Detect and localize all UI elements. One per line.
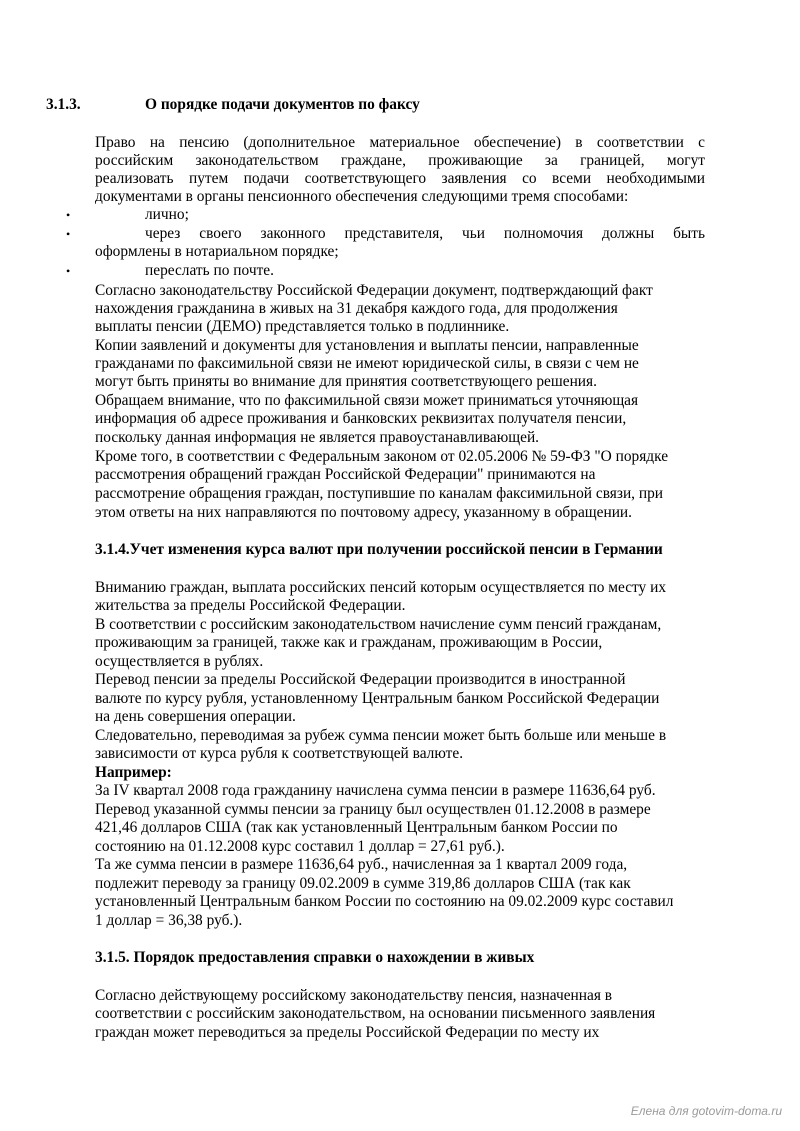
paragraph-line: граждан может переводиться за пределы Российской Федерации по месту их <box>95 1024 600 1041</box>
paragraph-line: Следовательно, переводимая за рубеж сумма пенсии может быть больше или меньше в <box>95 727 667 744</box>
paragraph-line: гражданами по факсимильной связи не имеют юридической силы, в связи с чем не <box>95 355 639 372</box>
bullet-icon: • <box>66 208 71 222</box>
paragraph-line: рассмотрения обращений граждан Российской Федерации" принимаются на <box>95 466 596 483</box>
paragraph-line: валюте по курсу рубля, установленному Центральным банком Российской Федерации <box>95 690 660 707</box>
paragraph-line: Согласно действующему российскому законодательству пенсия, назначенная в <box>95 987 613 1004</box>
paragraph-line: осуществляется в рублях. <box>95 653 264 670</box>
watermark: Елена для gotovim-doma.ru <box>630 1104 782 1118</box>
paragraph-line: Право на пенсию (дополнительное материальное обеспечение) в соответствии с <box>95 134 705 151</box>
paragraph-line: установленный Центральным банком России по состоянию на 09.02.2009 курс составил <box>95 893 674 910</box>
list-item: переслать по почте. <box>145 262 274 279</box>
list-item: через своего законного представителя, чьи полномочия должны быть <box>145 225 705 242</box>
list-item-continuation: оформлены в нотариальном порядке; <box>95 243 339 260</box>
paragraph-line: Та же сумма пенсии в размере 11636,64 руб., начисленная за 1 квартал 2009 года, <box>95 856 628 873</box>
bullet-icon: • <box>66 264 71 278</box>
list-item: лично; <box>145 206 189 223</box>
bullet-icon: • <box>66 227 71 241</box>
section-heading: 3.1.4.Учет изменения курса валют при получении российской пенсии в Германии <box>95 541 663 558</box>
section-heading: 3.1.5. Порядок предоставления справки о нахождении в живых <box>95 949 535 966</box>
paragraph-line: информация об адресе проживания и банковских реквизитах получателя пенсии, <box>95 410 627 427</box>
section-number: 3.1.3. <box>46 96 81 113</box>
paragraph-line: жительства за пределы Российской Федерации. <box>95 597 406 614</box>
paragraph-line: Обращаем внимание, что по факсимильной связи может приниматься уточняющая <box>95 392 639 409</box>
paragraph-line: состоянию на 01.12.2008 курс составил 1 доллар = 27,61 руб.). <box>95 838 505 855</box>
paragraph-line: выплаты пенсии (ДЕМО) представляется только в подлиннике. <box>95 318 510 335</box>
paragraph-line: документами в органы пенсионного обеспечения следующими тремя способами: <box>95 188 629 205</box>
paragraph-line: нахождения гражданина в живых на 31 декабря каждого года, для продолжения <box>95 300 618 317</box>
paragraph-line: на день совершения операции. <box>95 708 296 725</box>
paragraph-line: Перевод пенсии за пределы Российской Федерации производится в иностранной <box>95 671 626 688</box>
paragraph-line: Кроме того, в соответствии с Федеральным законом от 02.05.2006 № 59-ФЗ "О порядке <box>95 448 669 465</box>
paragraph-line: проживающим за границей, также как и гражданам, проживающим в России, <box>95 634 603 651</box>
paragraph-line: рассмотрение обращения граждан, поступившие по каналам факсимильной связи, при <box>95 485 664 502</box>
paragraph-line: В соответствии с российским законодательством начисление сумм пенсий гражданам, <box>95 616 662 633</box>
paragraph-line: Перевод указанной суммы пенсии за границу был осуществлен 01.12.2008 в размере <box>95 801 651 818</box>
paragraph-line: соответствии с российским законодательством, на основании письменного заявления <box>95 1005 656 1022</box>
paragraph-line: могут быть приняты во внимание для принятия соответствующего решения. <box>95 373 597 390</box>
section-title: О порядке подачи документов по факсу <box>145 96 420 113</box>
paragraph-line: Согласно законодательству Российской Федерации документ, подтверждающий факт <box>95 282 653 299</box>
paragraph-line: поскольку данная информация не является правоустанавливающей. <box>95 429 540 446</box>
example-label: Например: <box>95 764 172 781</box>
paragraph-line: реализовать путем подачи соответствующего заявления со всеми необходимыми <box>95 170 705 187</box>
paragraph-line: Вниманию граждан, выплата российских пенсий которым осуществляется по месту их <box>95 579 667 596</box>
paragraph-line: зависимости от курса рубля к соответствующей валюте. <box>95 745 464 762</box>
paragraph-line: Копии заявлений и документы для установления и выплаты пенсии, направленные <box>95 337 639 354</box>
paragraph-line: российским законодательством граждане, проживающие за границей, могут <box>95 152 705 169</box>
paragraph-line: этом ответы на них направляются по почтовому адресу, указанному в обращении. <box>95 504 633 521</box>
paragraph-line: 1 доллар = 36,38 руб.). <box>95 912 243 929</box>
paragraph-line: За IV квартал 2008 года гражданину начислена сумма пенсии в размере 11636,64 руб. <box>95 782 656 799</box>
paragraph-line: 421,46 долларов США (так как установленный Центральным банком России по <box>95 819 618 836</box>
paragraph-line: подлежит переводу за границу 09.02.2009 в сумме 319,86 долларов США (так как <box>95 875 631 892</box>
